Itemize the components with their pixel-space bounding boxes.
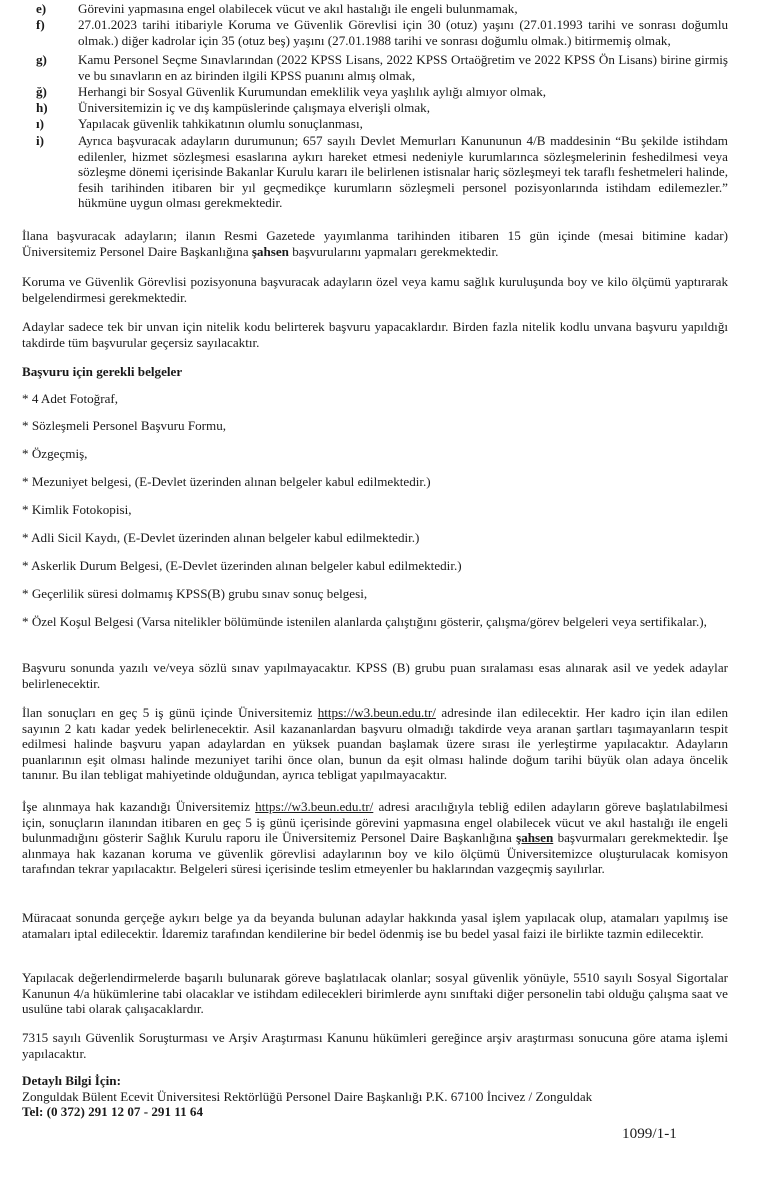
measurement-paragraph: Koruma ve Güvenlik Görevlisi pozisyonuna başvuracak adayların özel veya kamu sağlık kuruluşunda boy ve kilo ölçümü yaptırarak belgelendirmesi gerekmektedir. (22, 274, 728, 305)
results-text-after: adresinde ilan edilecektir. Her kadro için ilan edilen sayının 2 katı kadar yedek belirlenecektir. Asil kazananlardan başvuru olmadığı takdirde veya aranan şartları taşımayanların tespit edilmesi halinde başvuru yapan adaylardan en yüksek puandan başlamak üzere sırası ile yerleştirme yapılacaktır. Adayların puanlarının eşit olması halinde mezuniyet tarihi önce olan, bunun da eşit olması halinde doğum tarihi büyük olan adaya öncelik tanınır. Bu ilan tebligat mahiyetinde olduğundan, ayrıca tebligat yapılmayacaktır. (22, 705, 728, 783)
contact-phone (22, 1104, 728, 1120)
phone-value: (0 372) 291 12 07 - 291 11 64 (43, 1104, 204, 1120)
item-text: 27.01.2023 tarihi itibariyle Koruma ve Güvenlik Görevlisi için 30 (otuz) yaşını (27.01.1993 tarihi ve sonrası doğumlu olmak.) diğer kadrolar için 35 (otuz beş) yaşını (27.01.1988 tarihi ve sonrası doğumlu olmak.) bitirmemiş olmak, (78, 17, 728, 48)
deadline-text-before: İlana başvuracak adayların; ilanın Resmi Gazetede yayımlanma tarihinden itibaren 15 gün içinde (mesai bitimine kadar) Üniversitemiz Personel Daire Başkanlığına (22, 228, 728, 259)
contact-block (22, 1073, 728, 1120)
website-link[interactable]: https://w3.beun.edu.tr/ (255, 799, 374, 814)
website-link[interactable]: https://w3.beun.edu.tr/ (317, 705, 436, 720)
results-paragraph (22, 705, 728, 783)
notification-text-before: İşe alınmaya hak kazandığı Üniversitemiz (22, 799, 256, 814)
document-item: * Geçerlilik süresi dolmamış KPSS(B) grubu sınav sonuç belgesi, (22, 586, 368, 601)
document-item: * Özel Koşul Belgesi (Varsa nitelikler bölümünde istenilen alanlarda çalıştığını gösterir, çalışma/görev belgeleri veya sertifikalar.), (22, 614, 707, 629)
deadline-paragraph (22, 228, 728, 259)
item-label: g) (36, 52, 47, 67)
document-item: * Sözleşmeli Personel Başvuru Formu, (22, 418, 227, 433)
item-label: f) (36, 17, 45, 32)
item-text: Kamu Personel Seçme Sınavlarından (2022 KPSS Lisans, 2022 KPSS Ortaöğretim ve 2022 KPSS Ön Lisans) birine girmiş ve bu sınavların en az birinden ilgili KPSS puanını almış olmak, (78, 52, 728, 83)
phone-label: Tel: (22, 1104, 44, 1120)
item-text: Ayrıca başvuracak adayların durumunun; 657 sayılı Devlet Memurları Kanununun 4/B maddesinin “Bu şekilde istihdam edilenler, hizmet sözleşmesi esaslarına aykırı hareket etmesi nedeniyle kurumlarınca sözleşmelerinin feshedilmesi veya sözleşme dönemi içerisinde Bakanlar Kurulu kararı ile belirlenen istisnalar hariç sözleşmeyi tek taraflı feshetmeleri halinde, fesih tarihinden itibaren bir yıl geçmedikçe kurumların sözleşmeli personel pozisyonlarında istihdam edilemezler.” hükmüne uygun olması gerekmektedir. (78, 133, 728, 211)
page-number: 1099/1-1 (622, 1125, 677, 1142)
item-label: ğ) (36, 84, 47, 99)
notification-text-after: başvurmaları gerekmektedir. İşe alınmaya hak kazanan koruma ve güvenlik görevlisi adaylarının boy ve kilo ölçümü Üniversitemizce oluşturulacak komisyon tarafından tekrar yapılacaktır. Belgeleri süresi içerisinde teslim etmeyenler bu haklarından vazgeçmiş sayılırlar. (22, 830, 729, 877)
item-text: Herhangi bir Sosyal Güvenlik Kurumundan emeklilik veya yaşlılık aylığı almıyor olmak, (78, 84, 547, 99)
item-label: ı) (36, 116, 44, 131)
item-label: h) (36, 100, 48, 115)
document-item: * Askerlik Durum Belgesi, (E-Devlet üzerinden alınan belgeler kabul edilmektedir.) (22, 558, 462, 573)
document-item: * 4 Adet Fotoğraf, (22, 391, 119, 406)
item-label: e) (36, 1, 47, 16)
archive-paragraph: 7315 sayılı Güvenlik Soruşturması ve Arşiv Araştırması Kanunu hükümleri gereğince arşiv araştırması sonucuna göre atama işlemi yapılacaktır. (22, 1030, 728, 1061)
item-text: Görevini yapmasına engel olabilecek vücut ve akıl hastalığı ile engeli bulunmamak, (78, 1, 518, 16)
item-label: i) (36, 133, 44, 148)
documents-heading: Başvuru için gerekli belgeler (22, 364, 183, 379)
item-text: Yapılacak güvenlik tahkikatının olumlu sonuçlanması, (78, 116, 363, 131)
false-statement-paragraph: Müracaat sonunda gerçeğe aykırı belge ya da beyanda bulunan adaylar hakkında yasal işlem yapılacak olup, atamaları yapılmış ise atamaları iptal edilecektir. İdaremiz tarafından kendilerine bir bedel ödenmiş ise bu bedel yasal faizi ile birlikte tazmin edilecektir. (22, 910, 728, 941)
contact-heading: Detaylı Bilgi İçin: (22, 1073, 121, 1088)
no-exam-paragraph: Başvuru sonunda yazılı ve/veya sözlü sınav yapılmayacaktır. KPSS (B) grubu puan sıralaması esas alınarak asil ve yedek adaylar belirlenecektir. (22, 660, 728, 691)
deadline-text-after: başvurularını yapmaları gerekmektedir. (288, 243, 499, 259)
item-text: Üniversitemizin iç ve dış kampüslerinde çalışmaya elverişli olmak, (78, 100, 430, 115)
notification-bold: şahsen (516, 830, 554, 846)
document-item: * Kimlik Fotokopisi, (22, 502, 132, 517)
document-item: * Özgeçmiş, (22, 446, 88, 461)
notification-text-middle: adresi aracılığıyla tebliğ edilen adayların göreve başlatılabilmesi için, sonuçların ilanından itibaren en geç 5 iş günü içerisinde görevini yapmasına engel olabilecek vücut ve akıl hastalığı ile engeli bulunmadığını gösterir Sağlık Kurulu raporu ile Üniversitemiz Personel Daire Başkanlığına (22, 799, 728, 846)
results-text-before: İlan sonuçları en geç 5 iş günü içinde Üniversitemiz (22, 705, 318, 720)
single-title-paragraph: Adaylar sadece tek bir unvan için nitelik kodu belirterek başvuru yapacaklardır. Birden fazla nitelik kodlu unvana başvuru yapıldığı takdirde tüm başvurular geçersiz sayılacaktır. (22, 319, 728, 350)
social-security-paragraph: Yapılacak değerlendirmelerde başarılı bulunarak göreve başlatılacak olanlar; sosyal güvenlik yönüyle, 5510 sayılı Sosyal Sigortalar Kanunun 4/a hükümlerine tabi olacaklar ve istihdam edilecekleri birimlerde aynı sınıftaki diğer personelin tabi olduğu çalışma saat ve usulüne tabi olarak çalışacaklardır. (22, 970, 728, 1017)
contact-address: Zonguldak Bülent Ecevit Üniversitesi Rektörlüğü Personel Daire Başkanlığı P.K. 67100 İncivez / Zonguldak (22, 1088, 593, 1104)
document-item: * Mezuniyet belgesi, (E-Devlet üzerinden alınan belgeler kabul edilmektedir.) (22, 474, 431, 489)
notification-paragraph (22, 799, 728, 877)
document-item: * Adli Sicil Kaydı, (E-Devlet üzerinden alınan belgeler kabul edilmektedir.) (22, 530, 420, 545)
deadline-bold: şahsen (251, 243, 289, 259)
